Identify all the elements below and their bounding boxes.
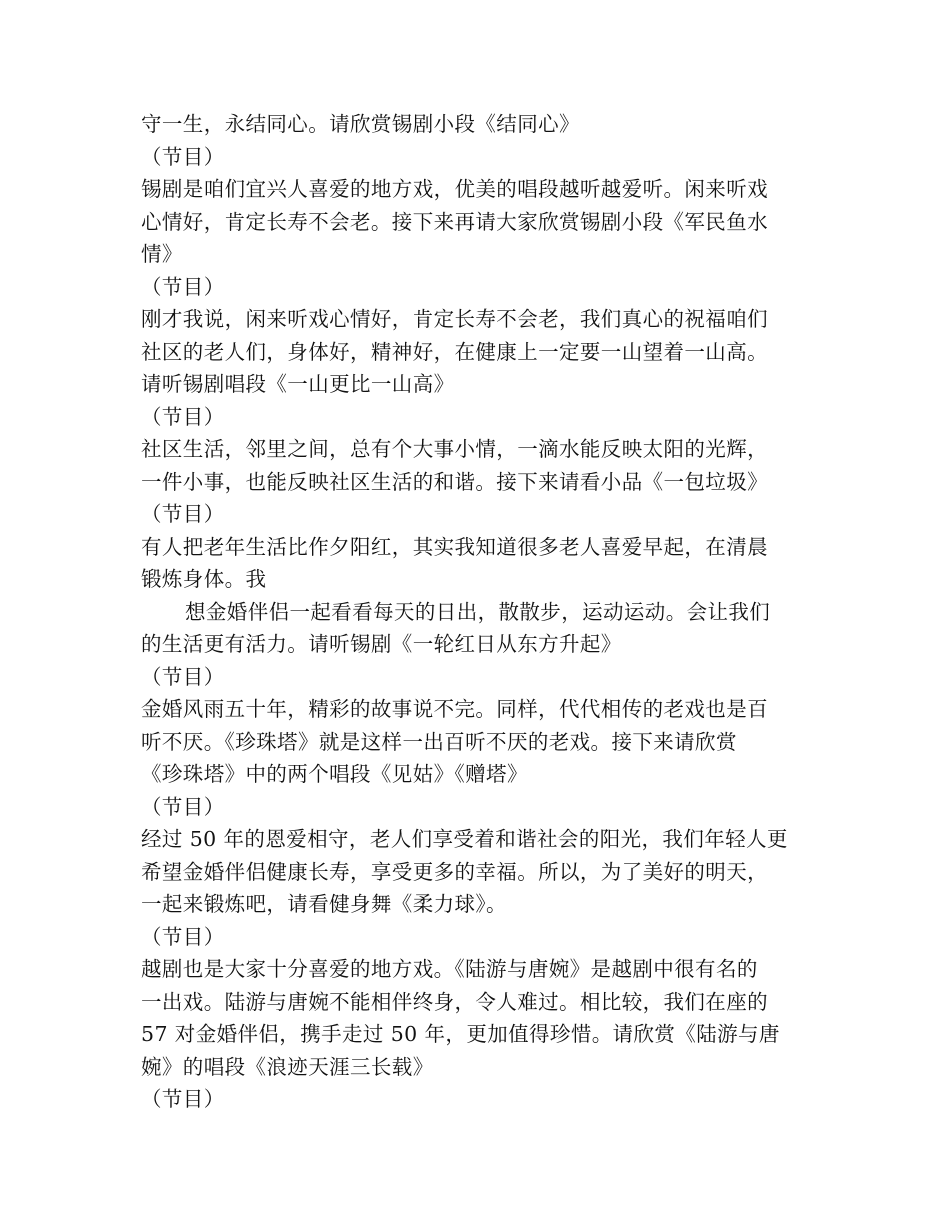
text-line: 请听锡剧唱段《一山更比一山高》 — [141, 372, 455, 396]
text-line: 越剧也是大家十分喜爱的地方戏。《陆游与唐婉》是越剧中很有名的 — [141, 957, 758, 981]
program-marker: （节目） — [141, 144, 225, 169]
text-line: 经过 50 年的恩爱相守，老人们享受着和谐社会的阳光，我们年轻人更 — [141, 827, 788, 851]
text-line: 婉》的唱段《浪迹天涯三长载》 — [141, 1054, 434, 1079]
text-line: 锡剧是咱们宜兴人喜爱的地方戏，优美的唱段越听越爱听。闲来听戏 — [141, 177, 768, 201]
text-line: 一件小事，也能反映社区生活的和谐。接下来请看小品《一包垃圾》 — [141, 469, 768, 494]
indented-text-line: 想金婚伴侣一起看看每天的日出，散散步，运动运动。会让我们 — [185, 599, 771, 624]
text-line: 锻炼身体。我 — [141, 567, 267, 591]
text-line: 心情好，肯定长寿不会老。接下来再请大家欣赏锡剧小段《军民鱼水 — [141, 209, 768, 234]
program-marker: （节目） — [141, 664, 225, 689]
text-line: 有人把老年生活比作夕阳红，其实我知道很多老人喜爱早起，在清晨 — [141, 534, 768, 559]
text-line: 守一生，永结同心。请欣赏锡剧小段《结同心》 — [141, 112, 580, 136]
text-line: 《珍珠塔》中的两个唱段《见姑》《赠塔》 — [141, 762, 528, 786]
text-line: 情》 — [141, 242, 183, 266]
program-marker: （节目） — [141, 924, 225, 949]
program-marker: （节目） — [141, 404, 225, 429]
text-line: 57 对金婚伴侣，携手走过 50 年，更加值得珍惜。请欣赏《陆游与唐 — [141, 1022, 780, 1046]
program-marker: （节目） — [141, 274, 225, 299]
text-line: 社区生活，邻里之间，总有个大事小情，一滴水能反映太阳的光辉， — [141, 437, 768, 461]
text-line: 的生活更有活力。请听锡剧《一轮红日从东方升起》 — [141, 632, 622, 656]
text-line: 希望金婚伴侣健康长寿，享受更多的幸福。所以，为了美好的明天， — [141, 859, 768, 884]
text-line: 一出戏。陆游与唐婉不能相伴终身，令人难过。相比较，我们在座的 — [141, 989, 768, 1014]
text-line: 听不厌。《珍珠塔》就是这样一出百听不厌的老戏。接下来请欣赏 — [141, 729, 737, 754]
text-line: 金婚风雨五十年，精彩的故事说不完。同样，代代相传的老戏也是百 — [141, 697, 768, 721]
text-line: 一起来锻炼吧，请看健身舞《柔力球》。 — [141, 892, 507, 916]
document-body — [141, 108, 811, 1116]
program-marker: （节目） — [141, 794, 225, 819]
text-line: 刚才我说，闲来听戏心情好，肯定长寿不会老，我们真心的祝福咱们 — [141, 307, 768, 331]
text-line: 社区的老人们，身体好，精神好，在健康上一定要一山望着一山高。 — [141, 339, 768, 364]
program-marker: （节目） — [141, 502, 225, 526]
program-marker: （节目） — [141, 1087, 225, 1111]
